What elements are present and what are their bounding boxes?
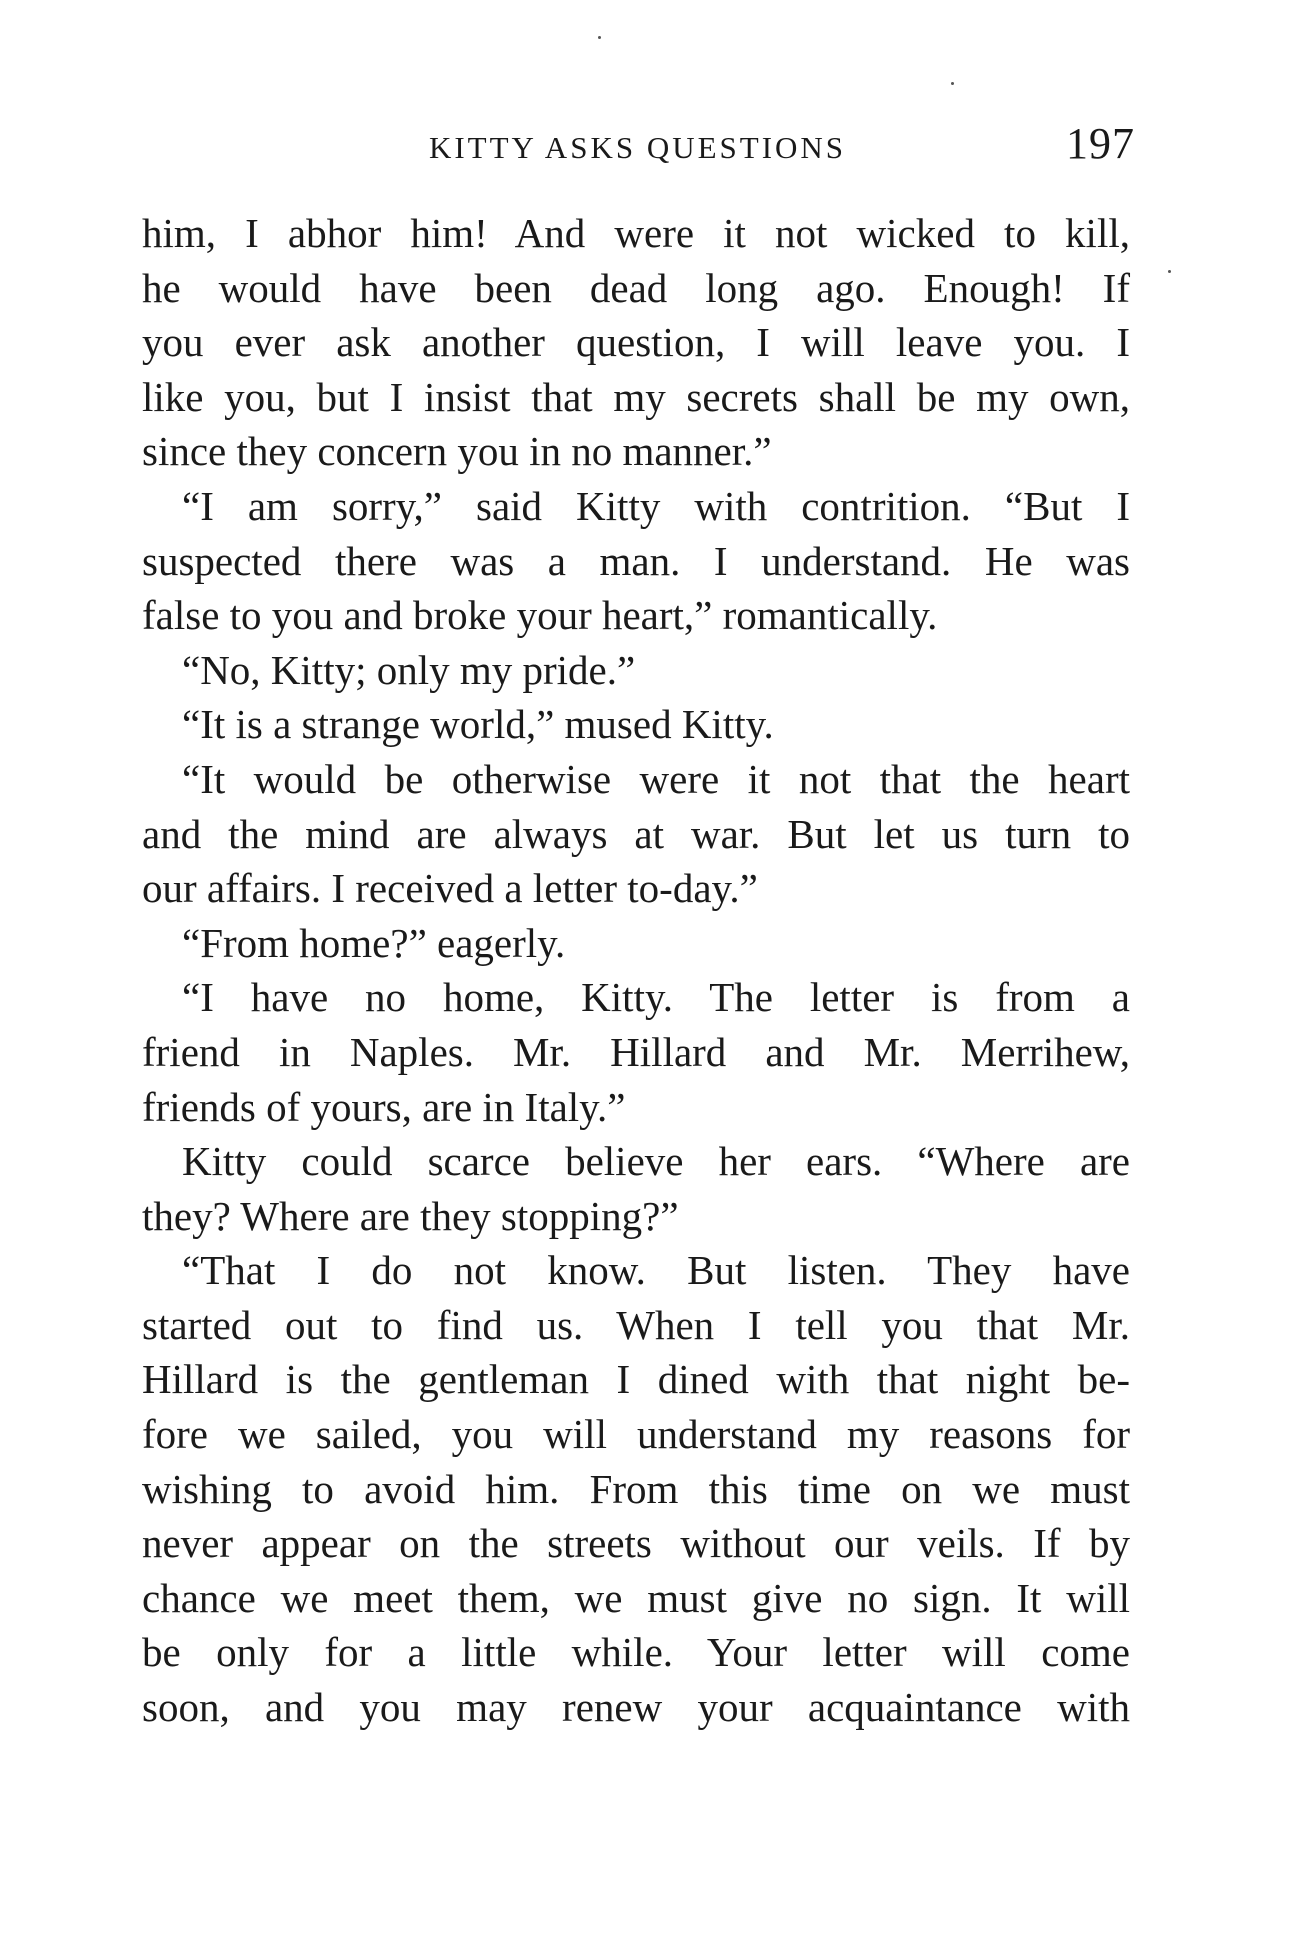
page-number: 197 <box>1066 119 1135 168</box>
text-line: suspected there was a man. I understand. He was <box>142 537 1130 584</box>
text-line: friends of yours, are in Italy.” <box>142 1083 626 1130</box>
text-line: soon, and you may renew your acquaintance with <box>142 1684 1130 1731</box>
text-line: started out to find us. When I tell you that Mr. <box>142 1301 1130 1348</box>
running-title: KITTY ASKS QUESTIONS <box>428 130 847 165</box>
text-line: he would have been dead long ago. Enough! If <box>142 264 1130 311</box>
text-line: “No, Kitty; only my pride.” <box>182 646 636 693</box>
paper-speck <box>1168 270 1171 273</box>
text-line: you ever ask another question, I will leave you. I <box>142 319 1130 366</box>
text-line: “It would be otherwise were it not that the heart <box>182 755 1130 802</box>
text-line: fore we sailed, you will understand my reasons for <box>142 1411 1130 1458</box>
text-line: be only for a little while. Your letter will come <box>142 1629 1130 1676</box>
text-line: him, I abhor him! And were it not wicked to kill, <box>142 210 1130 256</box>
text-line: since they concern you in no manner.” <box>142 428 772 475</box>
text-line: like you, but I insist that my secrets shall be my own, <box>142 373 1130 420</box>
text-line: “It is a strange world,” mused Kitty. <box>182 701 774 748</box>
paper-speck <box>598 36 601 39</box>
text-line: never appear on the streets without our veils. If by <box>142 1520 1130 1567</box>
text-line: “I am sorry,” said Kitty with contrition. “But I <box>182 482 1130 529</box>
text-line: wishing to avoid him. From this time on we must <box>142 1465 1130 1512</box>
text-line: false to you and broke your heart,” romantically. <box>142 592 938 639</box>
text-line: and the mind are always at war. But let us turn to <box>142 810 1130 857</box>
text-line: they? Where are they stopping?” <box>142 1192 679 1239</box>
text-line: “I have no home, Kitty. The letter is from a <box>182 974 1130 1021</box>
text-line: “From home?” eagerly. <box>182 919 566 966</box>
text-line: chance we meet them, we must give no sign. It will <box>142 1574 1130 1621</box>
text-line: “That I do not know. But listen. They have <box>182 1247 1130 1294</box>
text-line: Hillard is the gentleman I dined with that night be- <box>142 1356 1130 1403</box>
paper-speck <box>951 82 954 85</box>
text-line: our affairs. I received a letter to-day.” <box>142 865 758 912</box>
text-line: Kitty could scarce believe her ears. “Where are <box>182 1138 1130 1185</box>
body-text <box>142 206 1130 1735</box>
text-line: friend in Naples. Mr. Hillard and Mr. Merrihew, <box>142 1028 1130 1075</box>
running-head <box>140 118 1135 178</box>
